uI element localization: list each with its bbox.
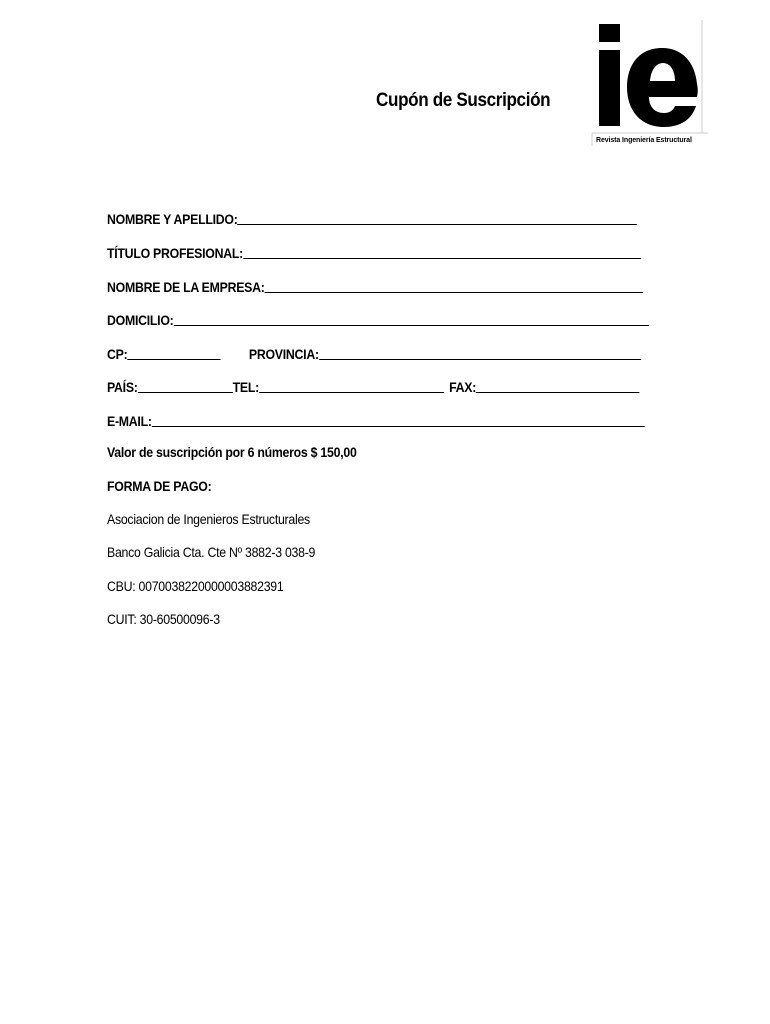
ie-logo bbox=[589, 18, 709, 150]
cp-provincia-row bbox=[107, 344, 641, 362]
nombre-row bbox=[107, 209, 637, 227]
pais-tel-fax-row bbox=[107, 377, 640, 395]
titulo-label: TÍTULO PROFESIONAL: bbox=[107, 245, 243, 261]
nombre-field[interactable] bbox=[238, 210, 638, 225]
asociacion-text: Asociacion de Ingenieros Estructurales bbox=[107, 511, 310, 527]
provincia-field[interactable] bbox=[319, 345, 641, 360]
nombre-label: NOMBRE Y APELLIDO: bbox=[107, 211, 238, 227]
empresa-field[interactable] bbox=[265, 278, 643, 293]
fax-label: FAX: bbox=[449, 379, 477, 395]
cp-label: CP: bbox=[107, 346, 128, 362]
banco-text: Banco Galicia Cta. Cte Nº 3882-3 038-9 bbox=[107, 544, 316, 560]
valor-suscripcion: Valor de suscripción por 6 números $ 150,00 bbox=[107, 444, 357, 460]
tel-label: TEL: bbox=[232, 379, 259, 395]
forma-pago-heading: FORMA DE PAGO: bbox=[107, 478, 212, 494]
pais-field[interactable] bbox=[138, 378, 233, 393]
titulo-row bbox=[107, 243, 641, 261]
empresa-row bbox=[107, 277, 643, 295]
ie-logo-graphic bbox=[589, 18, 709, 150]
email-label: E-MAIL: bbox=[107, 413, 152, 429]
cbu-text: CBU: 0070038220000003882391 bbox=[107, 578, 284, 594]
logo-caption: Revista Ingeniería Estructural bbox=[596, 137, 692, 144]
cp-field[interactable] bbox=[127, 345, 220, 360]
cuit-text: CUIT: 30-60500096-3 bbox=[107, 611, 220, 627]
fax-field[interactable] bbox=[476, 378, 640, 393]
empresa-label: NOMBRE DE LA EMPRESA: bbox=[107, 279, 265, 295]
email-field[interactable] bbox=[152, 412, 645, 427]
domicilio-row bbox=[107, 310, 649, 328]
domicilio-label: DOMICILIO: bbox=[107, 312, 174, 328]
domicilio-field[interactable] bbox=[173, 311, 648, 326]
page-title: Cupón de Suscripción bbox=[376, 90, 551, 111]
provincia-label: PROVINCIA: bbox=[248, 346, 319, 362]
email-row bbox=[107, 411, 644, 429]
titulo-field[interactable] bbox=[243, 244, 641, 259]
tel-field[interactable] bbox=[259, 378, 444, 393]
pais-label: PAÍS: bbox=[107, 379, 138, 395]
